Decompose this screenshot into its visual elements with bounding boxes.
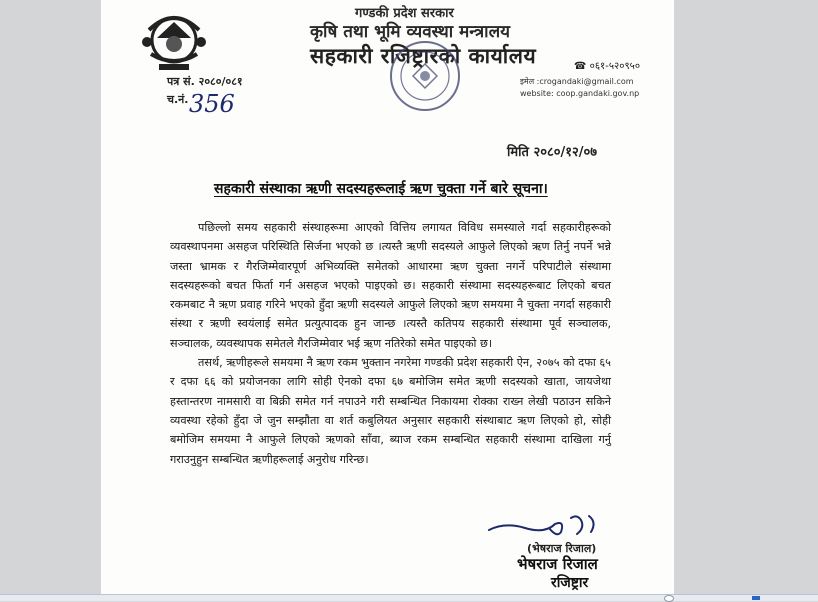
nepal-emblem-icon [137,8,211,74]
letter-date: मिति २०८०/१२/०७ [507,145,598,160]
website-address: website: coop.gandaki.gov.np [520,89,640,98]
paragraph-1: पछिल्लो समय सहकारी संस्थाहरूमा आएको वित्तिय लगायत विविध समस्याले गर्दा सहकारीहरूको व्यवस्थापनमा असहज परिस्थिति सिर्जना भएको छ ।त्यस्तै ऋणी सदस्यले आफुले लिएको ऋण तिर्नु नपर्ने भन्ने जस्ता भ्रामक र गैरजिम्मेवारपूर्ण अभिव्यक्ति समेतको आधारमा ऋण चुक्ता नगर्ने परिपाटीले संस्थामा सदस्यहरूको बचत फिर्ता गर्न असहज भएको पाइएको छ। सहकारी संस्थामा सदस्यहरूबाट लिएको बचत रकमबाट नै ऋण प्रवाह गरिने भएको हुँदा ऋणी सदस्यले आफुले लिएको ऋण समयमा नै चुक्ता नगर्दा सहकारी संस्था र ऋणी स्वयंलाई समेत प्रत्युत्पादक हुन जान्छ ।त्यस्तै कतिपय सहकारी संस्थामा पूर्व सञ्चालक, सञ्चालक, व्यवस्थापक समेतले गैरजिम्मेवार भई ऋण नतिरेको समेत पाइएको छ। [170,221,611,350]
stamp-signatory-title: रजिष्ट्रार [551,575,589,591]
letter-page [101,0,674,594]
email-address: इमेल :crogandaki@gmail.com [520,77,634,86]
letter-subject: सहकारी संस्थाका ऋणी सदस्यहरूलाई ऋण चुक्ता गर्ने बारे सूचना। [214,181,548,197]
page-indicator[interactable] [752,596,760,600]
letter-number: पत्र सं. २०८०/०८१ [167,75,243,88]
ministry-name: कृषि तथा भूमि व्यवस्था मन्त्रालय [310,22,510,42]
stamp-signatory-name: भेषराज रिजाल [517,555,598,573]
zoom-slider-handle[interactable] [664,595,674,602]
phone-number: ☎ ०६१-५२०९५० [574,61,641,72]
dispatch-label: च.नं. [167,93,189,106]
paragraph-2: तसर्थ, ऋणीहरूले समयमा नै ऋण रकम भुक्तान नगरेमा गण्डकी प्रदेश सहकारी ऐन, २०७५ को दफा ६५ र दफा ६६ को प्रयोजनका लागि सोही ऐनको दफा ६७ बमोजिम समेत ऋणी सदस्यको खाता, जायजेथा हस्तान्तरण नामसारी वा बिक्री समेत गर्न नपाउने गरी सम्बन्धित निकायमा रोक्का राख्न लेखी पठाउन सकिने व्यवस्था रहेको हुँदा जे जुन सम्झौता वा शर्त कबुलियत अनुसार सहकारी संस्थाबाट ऋण लिएको हो, सोही बमोजिम समयमा नै आफुले लिएको ऋणको साँवा, ब्याज रकम सम्बन्धित सहकारी संस्थामा दाखिला गर्नु गराउनुहुन सम्बन्धित ऋणीहरूलाई अनुरोध गरिन्छ। [170,356,611,466]
dispatch-number: 356 [189,90,235,118]
signatory-name: (भेषराज रिजाल) [527,542,597,555]
government-name: गण्डकी प्रदेश सरकार [355,6,454,21]
office-seal-icon [387,38,463,114]
signature-icon [485,510,605,540]
letter-body [170,218,611,469]
office-name: सहकारी रजिष्ट्रारको कार्यालय [310,44,537,68]
